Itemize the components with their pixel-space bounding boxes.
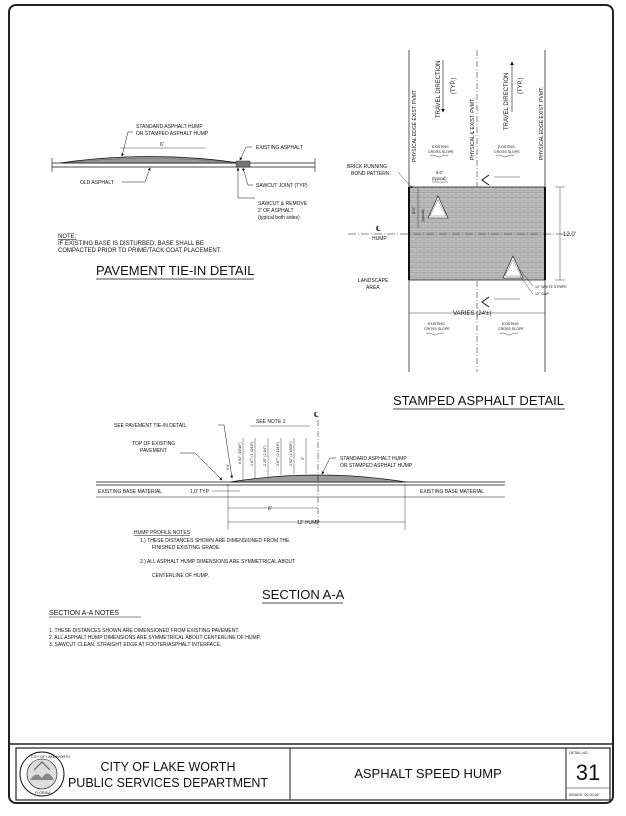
top-existing-label-2: PAVEMENT <box>140 448 167 454</box>
tie-in-note-line-2: COMPACTED PRIOR TO PRIME/TACK COAT PLACEMENT. <box>58 248 222 254</box>
brick-band <box>409 187 545 280</box>
travel-right-label: TRAVEL DIRECTION <box>504 72 510 130</box>
ordinate-5: 2.92" (2 15⁄16") <box>289 441 293 466</box>
varies-label: VARIES (24'±) <box>453 311 492 317</box>
base-material-right: EXISTING BASE MATERIAL <box>420 489 485 495</box>
ordinate-2: 1.67" (1 11⁄16") <box>250 441 254 466</box>
org-line-1: CITY OF LAKE WORTH <box>100 760 236 774</box>
travel-right-typ: (TYP.) <box>518 77 524 94</box>
landscape-label-1: LANDSCAPE <box>358 278 389 284</box>
section-dim-12: 12' HUMP <box>297 520 320 526</box>
typ-label: 1.0' TYP. <box>190 489 210 495</box>
tie-in-sawcut-remove-3: (typical both sides) <box>258 215 300 221</box>
section-dim-6: 6' <box>268 506 272 512</box>
phys-center-label: PHYSICAL ℄ EXIST. PVMT. <box>470 98 476 160</box>
profile-note-2: 2.) ALL ASPHALT HUMP DIMENSIONS ARE SYMMETRICAL ABOUT <box>140 559 296 565</box>
ordinate-6: 3" <box>301 456 305 460</box>
org-line-2: PUBLIC SERVICES DEPARTMENT <box>67 776 269 790</box>
cl-hump-symbol: ℄ <box>376 226 381 233</box>
travel-left-typ: (TYP.) <box>451 77 457 94</box>
note-item-3: 3. SAWCUT CLEAN, STRAIGHT EDGE AT FOOTER/ASPHALT INTERFACE. <box>49 642 222 648</box>
stamped-title: STAMPED ASPHALT DETAIL <box>393 393 564 408</box>
dim-side-label: 6.0' <box>411 207 416 214</box>
drawing-title: ASPHALT SPEED HUMP <box>354 766 502 781</box>
note-item-2: 2. ALL ASPHALT HUMP DIMENSIONS ARE SYMMETRICAL ABOUT CENTERLINE OF HUMP. <box>49 635 261 641</box>
phys-edge-left-label: PHYSICAL EDGE EXIST. PVMT. <box>412 89 418 162</box>
title-block <box>8 744 614 800</box>
ordinate-4: 2.67" (2 11⁄16") <box>276 441 280 466</box>
tie-in-hump-label-2: OR STAMPED ASPHALT HUMP <box>136 131 209 137</box>
section-cl-symbol: ℄ <box>314 412 319 419</box>
stripe-label: 12" WHITE STRIPE <box>535 285 567 289</box>
city-seal <box>20 752 70 796</box>
travel-left-label: TRAVEL DIRECTION <box>436 60 442 118</box>
profile-note-1b: FINISHED EXISTING GRADE. <box>152 545 221 551</box>
landscape-label-2: AREA <box>366 285 380 291</box>
tie-in-note-line-1: IF EXISTING BASE IS DISTURBED, BASE SHALL BE <box>58 241 204 247</box>
detail-no-label: DETAIL NO. <box>569 751 589 755</box>
section-title: SECTION A-A <box>262 587 345 602</box>
brick-label-2: BOND PATTERN <box>351 171 390 177</box>
dim-12-label: 12.0' <box>563 232 576 238</box>
tie-in-old-asphalt: OLD ASPHALT <box>80 180 114 186</box>
dim-side-typical: (typical) <box>421 209 425 222</box>
seal-text-bottom: FLORIDA <box>35 791 51 795</box>
section-aa <box>96 411 505 603</box>
ordinate-1: 0.92" (15⁄16") <box>238 442 242 464</box>
tie-in-hump-shape <box>60 157 240 164</box>
see-tie-in-label: SEE PAVEMENT TIE-IN DETAIL <box>114 423 187 429</box>
cross-slope-label-2: CROSS SLOPE <box>494 150 520 154</box>
tie-in-hump-label-1: STANDARD ASPHALT HUMP <box>136 124 203 130</box>
cross-slope-existing-1: EXISTING <box>432 145 449 149</box>
tie-in-sawcut-remove-2: 2' OF ASPHALT <box>258 208 294 214</box>
ordinate-3: 2.25" (2 1⁄4") <box>263 445 267 466</box>
tie-in-title: PAVEMENT TIE-IN DETAIL <box>96 263 255 278</box>
cross-slope-existing-2: EXISTING <box>498 145 515 149</box>
issued-label: ISSUED: 00-00-00 <box>569 793 599 797</box>
detail-number: 31 <box>575 760 601 785</box>
phys-edge-right-label: PHYSICAL EDGE EXIST. PVMT. <box>539 87 545 160</box>
ordinate-0: 0.0" <box>226 463 230 470</box>
dim-6-label: 6.0' <box>436 170 443 175</box>
notes-title: SECTION A-A NOTES <box>49 610 120 617</box>
tie-in-sawcut-joint: SAWCUT JOINT (TYP) <box>256 183 308 189</box>
profile-note-2b: CENTERLINE OF HUMP. <box>152 573 209 579</box>
cl-hump-label: HUMP <box>372 236 387 242</box>
dim-6-typical: (typical) <box>432 176 447 181</box>
profile-notes-title: HUMP PROFILE NOTES <box>134 530 191 536</box>
see-note-label: SEE NOTE 1 <box>256 419 286 425</box>
top-existing-label-1: TOP OF EXISTING <box>132 441 176 447</box>
gap-label: 12" GAP <box>535 292 549 296</box>
cross-slope-existing-4: EXISTING <box>502 322 519 326</box>
cross-slope-existing-3: EXISTING <box>428 322 445 326</box>
profile-note-1: 1.) THESE DISTANCES SHOWN ARE DIMENSIONED FROM THE <box>140 538 290 544</box>
tie-in-note-title: NOTE: <box>58 234 77 240</box>
note-item-1: 1. THESE DISTANCES SHOWN ARE DIMENSIONED FROM EXISTING PAVEMENT. <box>49 628 240 634</box>
tie-in-existing-asphalt: EXISTING ASPHALT <box>256 145 303 151</box>
base-material-left: EXISTING BASE MATERIAL <box>98 489 163 495</box>
tie-in-sawcut-remove-1: SAWCUT & REMOVE <box>258 201 308 207</box>
tie-in-dim-6: 6' <box>160 142 164 148</box>
section-hump-label-2: OR STAMPED ASPHALT HUMP <box>340 463 413 469</box>
section-notes <box>49 610 261 648</box>
seal-text-top: CITY OF LAKE WORTH <box>31 755 70 759</box>
tie-in-detail <box>52 124 315 279</box>
brick-label-1: BRICK RUNNING <box>347 164 388 170</box>
cross-slope-label-1: CROSS SLOPE <box>428 150 454 154</box>
cross-slope-label-3: CROSS SLOPE <box>424 327 450 331</box>
section-hump-label-1: STANDARD ASPHALT HUMP <box>340 456 407 462</box>
cross-slope-label-4: CROSS SLOPE <box>498 327 524 331</box>
stamped-detail <box>347 50 576 409</box>
